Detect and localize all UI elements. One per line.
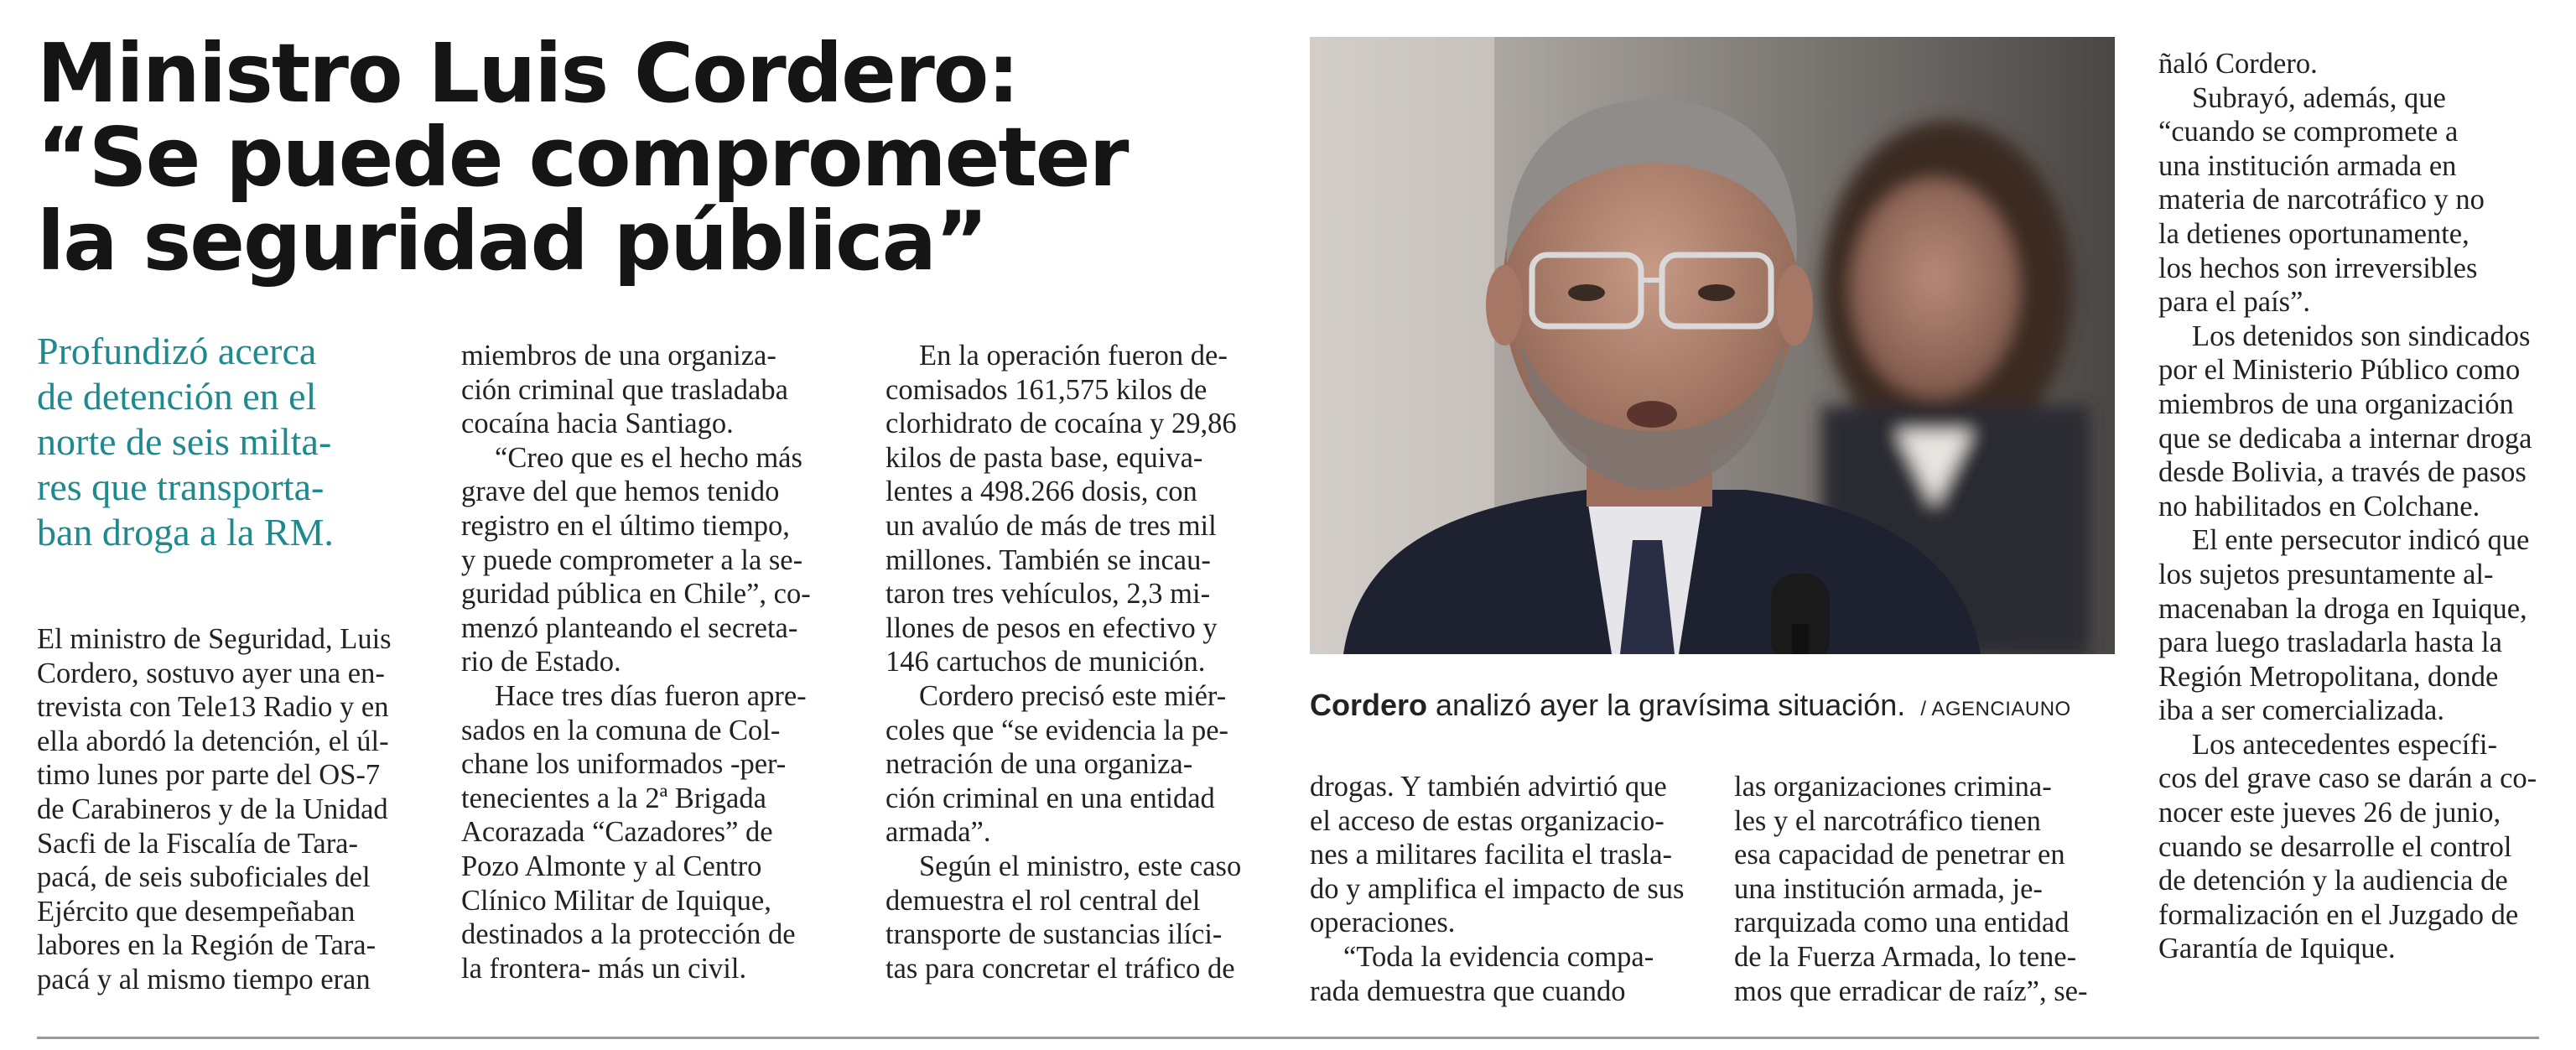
body-line: miembros de una organización bbox=[2158, 387, 2514, 420]
headline-line: “Se puede comprometer bbox=[37, 110, 1128, 205]
body-line: que se dedicaba a internar droga bbox=[2158, 422, 2532, 455]
body-line: grave del que hemos tenido bbox=[461, 476, 780, 508]
body-line: de detención y la audiencia de bbox=[2158, 865, 2508, 897]
body-line: guridad pública en Chile”, co- bbox=[461, 578, 811, 611]
body-line: rio de Estado. bbox=[461, 646, 621, 678]
body-line: transporte de sustancias ilíci- bbox=[886, 918, 1223, 951]
body-line: destinados a la protección de bbox=[461, 918, 796, 951]
body-line: pacá y al mismo tiempo eran bbox=[37, 963, 371, 995]
body-line: tas para concretar el tráfico de bbox=[886, 952, 1235, 985]
lead-line: ban droga a la RM. bbox=[37, 511, 334, 554]
body-line: tenecientes a la 2ª Brigada bbox=[461, 782, 766, 814]
body-line: miembros de una organiza- bbox=[461, 340, 776, 372]
body-line: las organizaciones crimina- bbox=[1734, 771, 2052, 803]
body-line: Según el ministro, este caso bbox=[919, 850, 1242, 882]
lead-paragraph bbox=[37, 329, 397, 555]
body-line: materia de narcotráfico y no bbox=[2158, 184, 2485, 216]
body-line: comisados 161,575 kilos de bbox=[886, 373, 1208, 406]
lead-line: Profundizó acerca bbox=[37, 330, 317, 372]
body-line: Cordero, sostuvo ayer una en- bbox=[37, 657, 385, 689]
body-line: clorhidrato de cocaína y 29,86 bbox=[886, 408, 1237, 440]
body-line: rarquizada como una entidad bbox=[1734, 907, 2070, 939]
body-line: los hechos son irreversibles bbox=[2158, 252, 2478, 284]
photo-illustration bbox=[1310, 37, 2115, 654]
body-line: iba a ser comercializada. bbox=[2158, 694, 2444, 727]
body-line: El ministro de Seguridad, Luis bbox=[37, 623, 392, 655]
body-line: coles que “se evidencia la pe- bbox=[886, 714, 1228, 746]
body-line: timo lunes por parte del OS-7 bbox=[37, 759, 381, 792]
body-line: el acceso de estas organizacio- bbox=[1310, 804, 1665, 837]
body-line: ñaló Cordero. bbox=[2158, 48, 2318, 80]
body-line: registro en el último tiempo, bbox=[461, 509, 790, 542]
body-line: Hace tres días fueron apre- bbox=[495, 679, 807, 712]
body-line: una institución armada, je- bbox=[1734, 872, 2043, 905]
body-line: los sujetos presuntamente al- bbox=[2158, 558, 2494, 590]
body-line: chane los uniformados -per- bbox=[461, 748, 787, 781]
body-line: demuestra el rol central del bbox=[886, 884, 1201, 917]
body-column-3 bbox=[886, 339, 1241, 985]
body-line: un avalúo de más de tres mil bbox=[886, 509, 1217, 542]
lead-line: de detención en el bbox=[37, 375, 317, 418]
body-line: Región Metropolitana, donde bbox=[2158, 660, 2499, 693]
body-line: rada demuestra que cuando bbox=[1310, 975, 1626, 1007]
body-line: ción criminal en una entidad bbox=[886, 782, 1215, 814]
article-photo bbox=[1310, 37, 2115, 654]
headline-line: Ministro Luis Cordero: bbox=[37, 26, 1019, 121]
body-line: kilos de pasta base, equiva- bbox=[886, 441, 1203, 474]
headline-line: la seguridad pública” bbox=[37, 194, 987, 288]
body-line: pacá, de seis suboficiales del bbox=[37, 861, 371, 894]
body-line: cocaína hacia Santiago. bbox=[461, 408, 734, 440]
body-line: Subrayó, además, que bbox=[2192, 81, 2446, 114]
body-line: ella abordó la detención, el úl- bbox=[37, 725, 389, 757]
body-line: Los detenidos son sindicados bbox=[2192, 320, 2531, 352]
body-line: nocer este jueves 26 de junio, bbox=[2158, 797, 2501, 829]
body-line: les y el narcotráfico tienen bbox=[1734, 804, 2041, 837]
body-line: y puede comprometer a la se- bbox=[461, 543, 803, 576]
caption-name: Cordero bbox=[1310, 688, 1428, 722]
body-line: “Creo que es el hecho más bbox=[495, 441, 802, 474]
body-line: de Carabineros y de la Unidad bbox=[37, 793, 388, 825]
body-line: “cuando se compromete a bbox=[2158, 116, 2459, 148]
body-line: taron tres vehículos, 2,3 mi- bbox=[886, 578, 1211, 611]
body-column-4 bbox=[1310, 770, 1684, 1008]
body-line: la detienes oportunamente, bbox=[2158, 217, 2470, 250]
body-line: cuando se desarrolle el control bbox=[2158, 830, 2512, 863]
body-line: mos que erradicar de raíz”, se- bbox=[1734, 975, 2088, 1007]
body-line: Ejército que desempeñaban bbox=[37, 895, 356, 928]
body-line: menzó planteando el secreta- bbox=[461, 611, 798, 644]
photo-credit: / AGENCIAUNO bbox=[1920, 698, 2071, 720]
body-line: formalización en el Juzgado de bbox=[2158, 898, 2519, 931]
body-column-5 bbox=[1734, 770, 2087, 1008]
caption-text: analizó ayer la gravísima situación. bbox=[1436, 688, 1906, 722]
body-column-6 bbox=[2158, 47, 2537, 966]
body-line: En la operación fueron de- bbox=[919, 340, 1228, 372]
body-line: lentes a 498.266 dosis, con bbox=[886, 476, 1197, 508]
body-column-2 bbox=[461, 339, 811, 985]
body-line: una institución armada en bbox=[2158, 149, 2457, 182]
lead-line: res que transporta- bbox=[37, 465, 325, 508]
headline bbox=[37, 26, 1278, 288]
body-line: Acorazada “Cazadores” de bbox=[461, 816, 773, 849]
bottom-divider bbox=[37, 1037, 2539, 1039]
body-line: para el país”. bbox=[2158, 286, 2311, 319]
body-line: no habilitados en Colchane. bbox=[2158, 490, 2480, 522]
body-line: labores en la Región de Tara- bbox=[37, 929, 377, 962]
body-line: Los antecedentes específi- bbox=[2192, 728, 2497, 761]
body-line: El ente persecutor indicó que bbox=[2192, 524, 2530, 557]
body-line: Pozo Almonte y al Centro bbox=[461, 850, 762, 882]
body-column-1 bbox=[37, 622, 392, 997]
body-line: trevista con Tele13 Radio y en bbox=[37, 691, 389, 724]
body-line: do y amplifica el impacto de sus bbox=[1310, 872, 1685, 905]
photo-caption bbox=[1310, 688, 2071, 723]
body-line: de la Fuerza Armada, lo tene- bbox=[1734, 940, 2077, 973]
body-line: Garantía de Iquique. bbox=[2158, 933, 2396, 965]
body-line: desde Bolivia, a través de pasos bbox=[2158, 456, 2527, 489]
body-line: Sacfi de la Fiscalía de Tara- bbox=[37, 827, 358, 860]
body-line: para luego trasladarla hasta la bbox=[2158, 626, 2502, 659]
body-line: “Toda la evidencia compa- bbox=[1343, 940, 1654, 973]
body-line: operaciones. bbox=[1310, 907, 1456, 939]
body-line: macenaban la droga en Iquique, bbox=[2158, 592, 2527, 625]
body-line: sados en la comuna de Col- bbox=[461, 714, 781, 746]
body-line: llones de pesos en efectivo y bbox=[886, 611, 1218, 644]
body-line: cos del grave caso se darán a co- bbox=[2158, 762, 2537, 795]
body-line: 146 cartuchos de munición. bbox=[886, 646, 1206, 678]
body-line: armada”. bbox=[886, 816, 991, 849]
body-line: drogas. Y también advirtió que bbox=[1310, 771, 1667, 803]
body-line: ción criminal que trasladaba bbox=[461, 373, 788, 406]
body-line: netración de una organiza- bbox=[886, 748, 1193, 781]
body-line: nes a militares facilita el trasla- bbox=[1310, 839, 1673, 871]
body-line: esa capacidad de penetrar en bbox=[1734, 839, 2065, 871]
body-line: Cordero precisó este miér- bbox=[919, 679, 1227, 712]
lead-line: norte de seis milta- bbox=[37, 420, 332, 463]
body-line: la frontera- más un civil. bbox=[461, 952, 747, 985]
body-line: millones. También se incau- bbox=[886, 543, 1211, 576]
body-line: por el Ministerio Público como bbox=[2158, 354, 2521, 387]
body-line: Clínico Militar de Iquique, bbox=[461, 884, 771, 917]
